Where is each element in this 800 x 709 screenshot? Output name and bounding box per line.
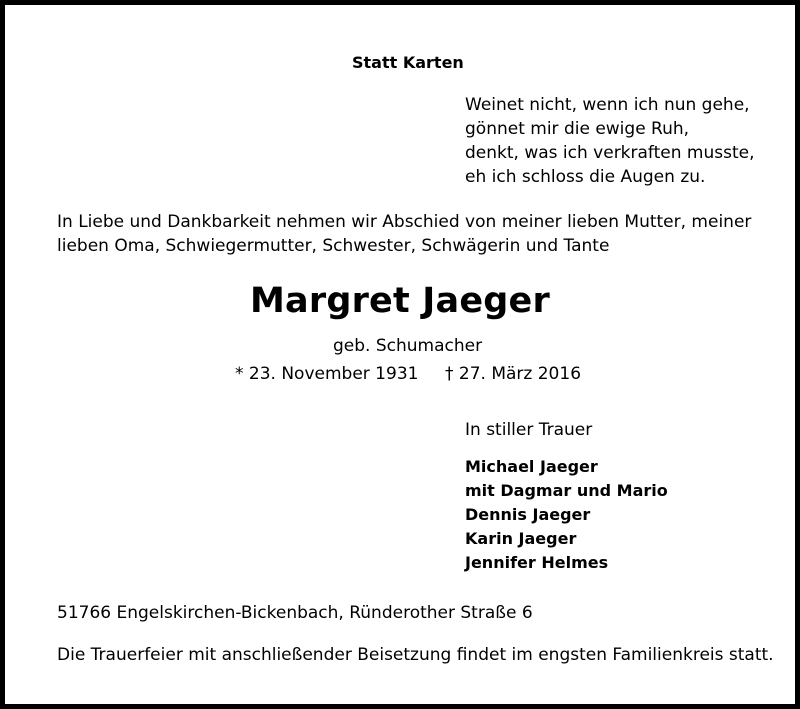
ceremony-note: Die Trauerfeier mit anschließender Beisetzung findet im engsten Familienkreis statt. — [57, 645, 774, 665]
birth-date: * 23. November 1931 — [235, 364, 419, 384]
birth-name: geb. Schumacher — [333, 336, 483, 356]
deceased-name: Margret Jaeger — [250, 281, 550, 321]
notice-heading: Statt Karten — [352, 53, 464, 72]
intro-line: In Liebe und Dankbarkeit nehmen wir Abschied von meiner lieben Mutter, meiner — [57, 212, 752, 232]
mourners-list — [465, 455, 668, 575]
poem-line: eh ich schloss die Augen zu. — [465, 167, 706, 187]
mourning-line: In stiller Trauer — [465, 420, 593, 440]
address: 51766 Engelskirchen-Bickenbach, Ründerother Straße 6 — [57, 603, 533, 623]
death-date: † 27. März 2016 — [445, 364, 582, 384]
intro-line: lieben Oma, Schwiegermutter, Schwester, Schwägerin und Tante — [57, 236, 610, 256]
poem — [465, 93, 755, 189]
mourner-name: Michael Jaeger — [465, 457, 598, 476]
intro-text — [57, 210, 751, 258]
mourner-name: mit Dagmar und Mario — [465, 481, 668, 500]
mourner-name: Jennifer Helmes — [465, 553, 609, 572]
poem-line: Weinet nicht, wenn ich nun gehe, — [465, 95, 750, 115]
poem-line: gönnet mir die ewige Ruh, — [465, 119, 690, 139]
poem-line: denkt, was ich verkraften musste, — [465, 143, 755, 163]
mourner-name: Dennis Jaeger — [465, 505, 591, 524]
mourner-name: Karin Jaeger — [465, 529, 577, 548]
